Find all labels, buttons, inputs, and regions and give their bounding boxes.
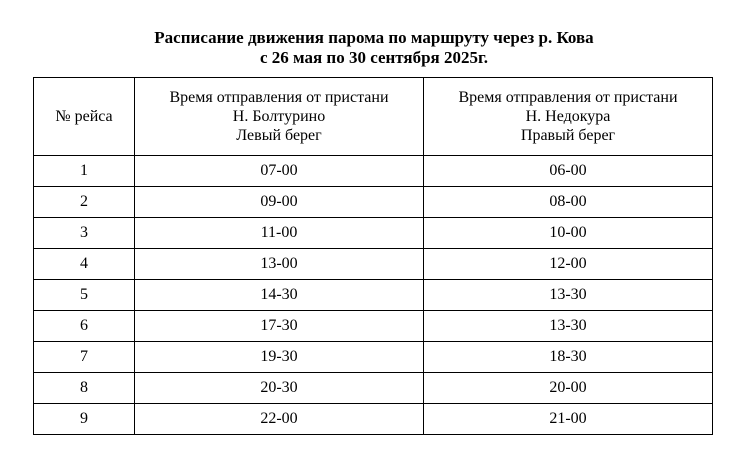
header-left-bank [135, 78, 424, 156]
table-header-row [34, 78, 713, 156]
left-departure-cell: 13-00 [135, 249, 424, 280]
table-row [34, 373, 713, 404]
ferry-schedule-table [33, 77, 713, 435]
header-right-bank-label: Правый берег [520, 127, 616, 144]
table-row [34, 218, 713, 249]
left-departure-cell: 09-00 [135, 187, 424, 218]
header-left-line-1: Время отправления от пристани [169, 89, 389, 106]
table-row [34, 404, 713, 435]
right-departure-cell: 10-00 [424, 218, 713, 249]
table-row [34, 342, 713, 373]
left-departure-cell: 07-00 [135, 156, 424, 187]
trip-number-cell: 3 [34, 218, 135, 249]
left-departure-cell: 11-00 [135, 218, 424, 249]
header-right-pier: Н. Недокура [525, 108, 611, 125]
right-departure-cell: 20-00 [424, 373, 713, 404]
header-trip-number: № рейса [34, 78, 135, 156]
table-row [34, 249, 713, 280]
trip-number-cell: 9 [34, 404, 135, 435]
table-row [34, 156, 713, 187]
trip-number-cell: 2 [34, 187, 135, 218]
right-departure-cell: 06-00 [424, 156, 713, 187]
title-line-2: с 26 мая по 30 сентября 2025г. [259, 48, 489, 67]
table-row [34, 187, 713, 218]
header-right-line-1: Время отправления от пристани [458, 89, 678, 106]
right-departure-cell: 18-30 [424, 342, 713, 373]
right-departure-cell: 13-30 [424, 280, 713, 311]
header-left-pier: Н. Болтурино [232, 108, 326, 125]
left-departure-cell: 14-30 [135, 280, 424, 311]
trip-number-cell: 6 [34, 311, 135, 342]
trip-number-cell: 7 [34, 342, 135, 373]
right-departure-cell: 08-00 [424, 187, 713, 218]
right-departure-cell: 12-00 [424, 249, 713, 280]
trip-number-cell: 8 [34, 373, 135, 404]
title-line-1: Расписание движения парома по маршруту через р. Кова [154, 28, 594, 47]
document-title [0, 28, 748, 68]
left-departure-cell: 19-30 [135, 342, 424, 373]
left-departure-cell: 22-00 [135, 404, 424, 435]
table-row [34, 280, 713, 311]
trip-number-cell: 5 [34, 280, 135, 311]
table-row [34, 311, 713, 342]
right-departure-cell: 13-30 [424, 311, 713, 342]
header-left-bank-label: Левый берег [236, 127, 322, 144]
header-right-bank [424, 78, 713, 156]
trip-number-cell: 4 [34, 249, 135, 280]
trip-number-cell: 1 [34, 156, 135, 187]
left-departure-cell: 17-30 [135, 311, 424, 342]
right-departure-cell: 21-00 [424, 404, 713, 435]
left-departure-cell: 20-30 [135, 373, 424, 404]
